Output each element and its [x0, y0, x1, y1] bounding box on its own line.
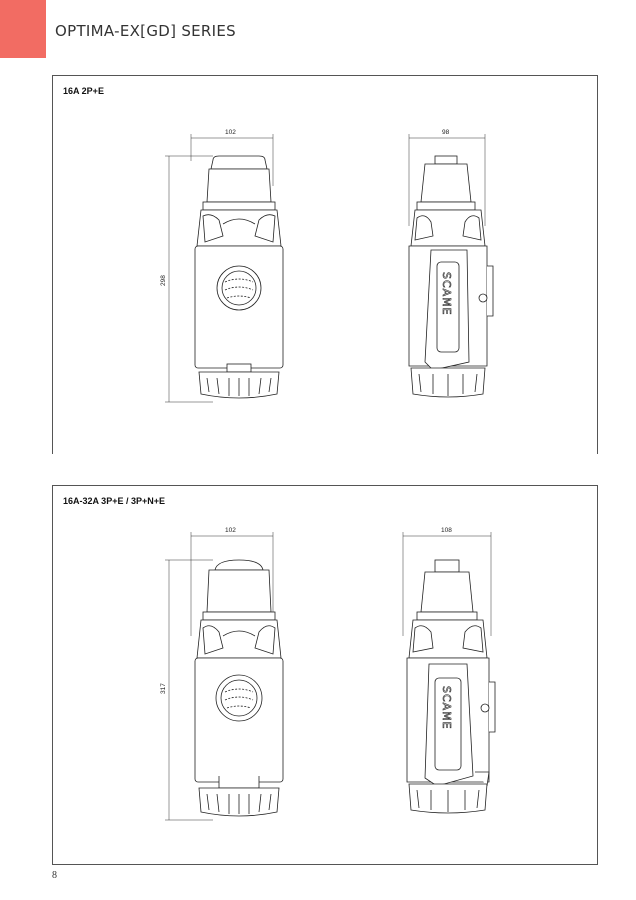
drawing-panel-1 — [52, 75, 598, 454]
technical-drawing-3p — [53, 486, 597, 864]
series-title: OPTIMA-EX[GD] SERIES — [55, 22, 236, 40]
panel-title: 16A 2P+E — [63, 86, 104, 96]
page-number: 8 — [52, 870, 57, 881]
technical-drawing-2p — [53, 76, 597, 454]
dimension-width-front: 102 — [225, 527, 236, 534]
header-accent-block — [0, 0, 46, 58]
brand-logo-side: SCAME — [440, 686, 453, 730]
front-view-plug — [195, 560, 283, 816]
drawing-panel-2 — [52, 485, 598, 865]
dimension-width-front: 102 — [225, 129, 236, 136]
panel-title: 16A-32A 3P+E / 3P+N+E — [63, 496, 165, 506]
brand-logo-side: SCAME — [440, 272, 453, 316]
front-view-plug — [195, 156, 283, 398]
dimension-width-side: 108 — [441, 527, 452, 534]
dimension-width-side: 98 — [442, 129, 450, 136]
dimension-height: 298 — [160, 275, 167, 286]
dimension-height: 317 — [160, 683, 167, 694]
